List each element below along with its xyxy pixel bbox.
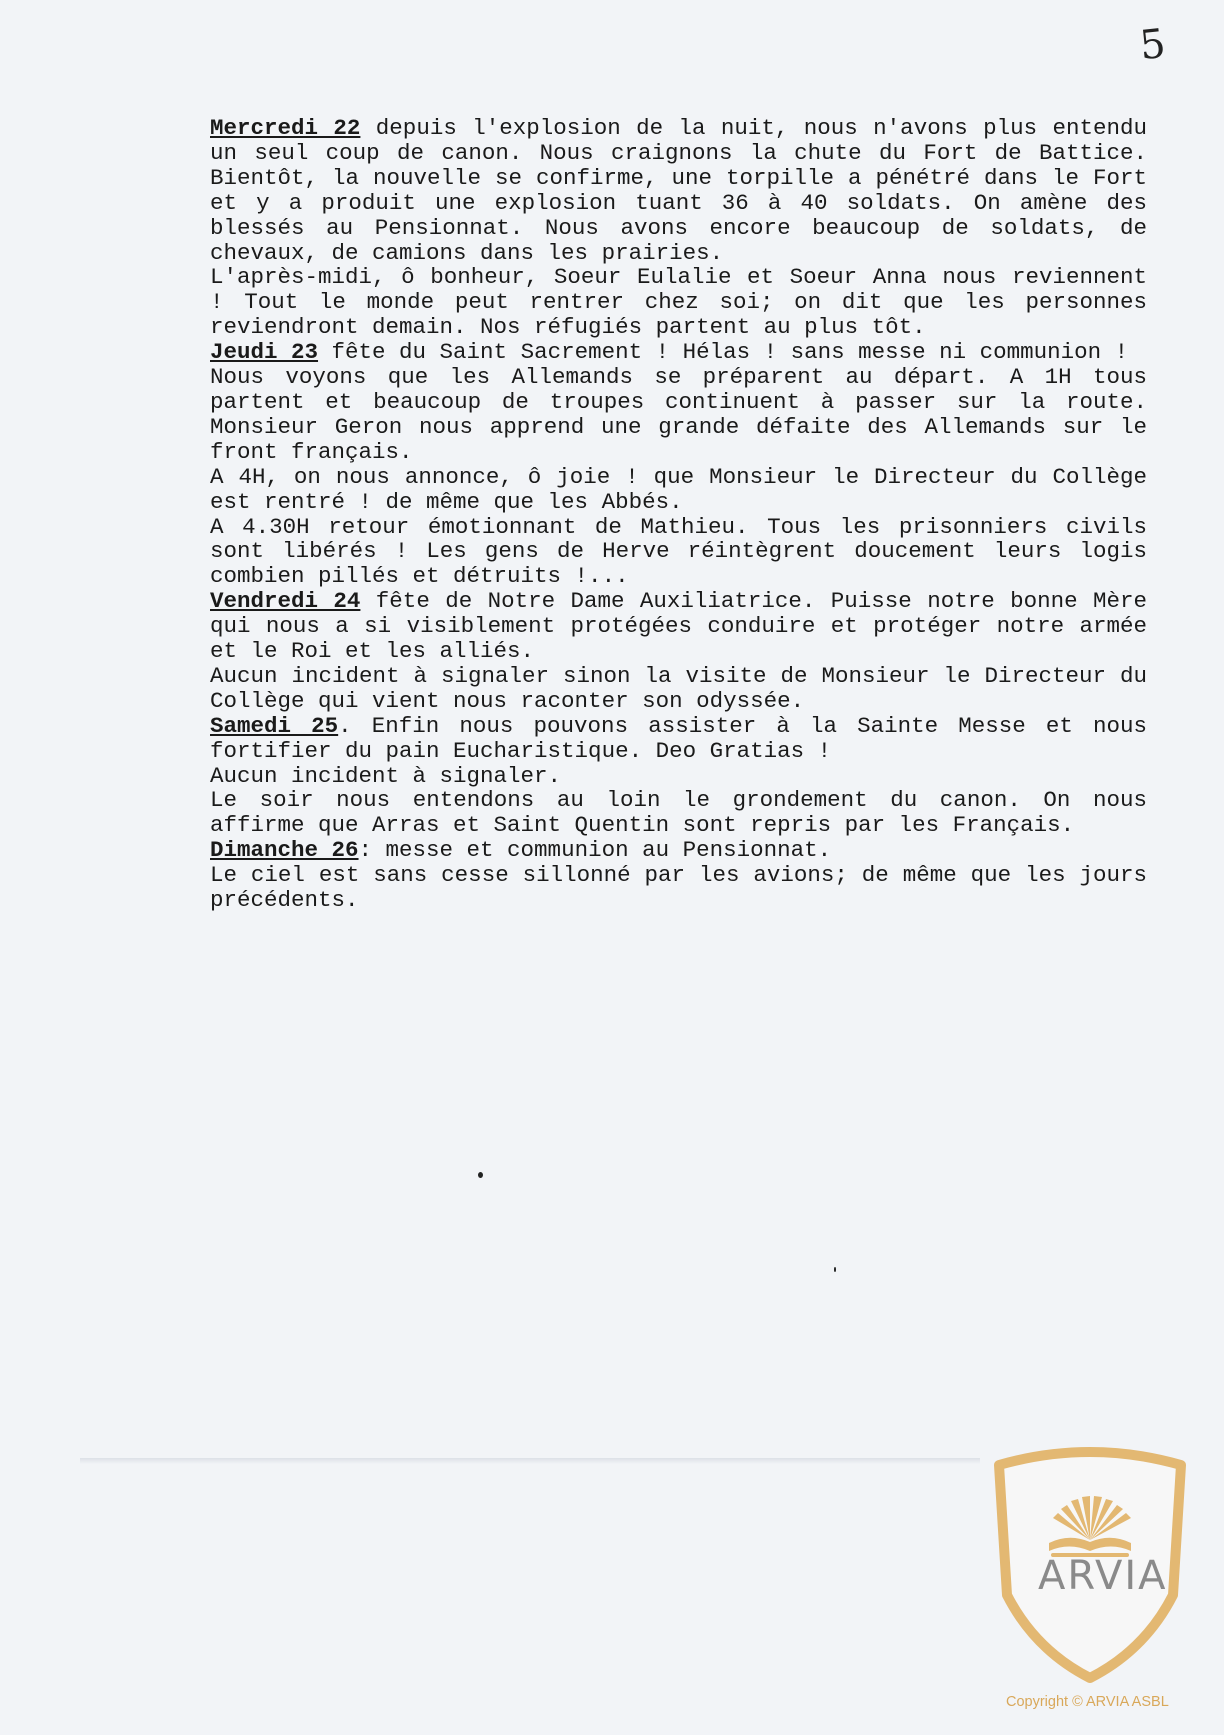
diary-paragraph bbox=[210, 838, 1147, 863]
entry-text: : messe et communion au Pensionnat. bbox=[358, 837, 832, 864]
entry-text: fête du Saint Sacrement ! Hélas ! sans messe ni communion ! bbox=[318, 339, 1129, 366]
copyright-notice: Copyright © ARVIA ASBL bbox=[1006, 1694, 1169, 1710]
diary-paragraph bbox=[210, 515, 1147, 590]
entry-text: Aucun incident à signaler sinon la visite de Monsieur le Directeur du Collège qui vient nous raconter son odyssée. bbox=[210, 662, 1147, 714]
entry-text: Aucun incident à signaler. bbox=[210, 762, 562, 789]
entry-text: Le soir nous entendons au loin le grondement du canon. On nous affirme que Arras et Saint Quentin sont repris par les Français. bbox=[210, 787, 1147, 839]
day-label: Dimanche 26 bbox=[210, 837, 359, 864]
entry-text: L'après-midi, ô bonheur, Soeur Eulalie et Soeur Anna nous reviennent ! Tout le monde peut rentrer chez soi; on dit que les personnes reviendront demain. Nos réfugiés partent au plus tôt. bbox=[210, 264, 1147, 341]
diary-paragraph bbox=[210, 265, 1147, 340]
entry-text: A 4H, on nous annonce, ô joie ! que Monsieur le Directeur du Collège est rentré ! de même que les Abbés. bbox=[210, 463, 1147, 515]
diary-paragraph bbox=[210, 465, 1147, 515]
day-label: Vendredi 24 bbox=[210, 588, 361, 615]
diary-paragraph bbox=[210, 764, 1147, 789]
diary-paragraph bbox=[210, 788, 1147, 838]
diary-paragraph bbox=[210, 664, 1147, 714]
logo-wordmark: ARVIA bbox=[1038, 1553, 1168, 1599]
diary-text bbox=[210, 116, 1147, 913]
entry-text: Nous voyons que les Allemands se préparent au départ. A 1H tous partent et beaucoup de troupes continuent à passer sur la route. Monsieur Geron nous apprend une grande défaite des Allemands sur le front français. bbox=[210, 364, 1147, 465]
diary-paragraph bbox=[210, 365, 1147, 465]
entry-text: fête de Notre Dame Auxiliatrice. Puisse notre bonne Mère qui nous a si visiblement protégées conduire et protéger notre armée et le Roi et les alliés. bbox=[210, 588, 1147, 665]
entry-text: . Enfin nous pouvons assister à la Sainte Messe et nous fortifier du pain Eucharistique. Deo Gratias ! bbox=[210, 712, 1147, 764]
day-label: Mercredi 22 bbox=[210, 115, 361, 141]
entry-text: depuis l'explosion de la nuit, nous n'avons plus entendu un seul coup de canon. Nous craignons la chute du Fort de Battice. Bientôt, la nouvelle se confirme, une torpille a pénétré dans le Fort et y a produit une explosion tuant 36 à 40 soldats. On amène des blessés au Pensionnat. Nous avons encore beaucoup de soldats, de chevaux, de camions dans les prairies. bbox=[210, 115, 1147, 266]
page-number: 5 bbox=[1137, 20, 1168, 70]
diary-paragraph bbox=[210, 863, 1147, 913]
day-label: Samedi 25 bbox=[210, 712, 339, 739]
entry-text: Le ciel est sans cesse sillonné par les avions; de même que les jours précédents. bbox=[210, 862, 1147, 914]
diary-paragraph bbox=[210, 589, 1147, 664]
day-label: Jeudi 23 bbox=[210, 339, 319, 366]
entry-text: A 4.30H retour émotionnant de Mathieu. Tous les prisonniers civils sont libérés ! Les gens de Herve réintègrent doucement leurs logis combien pillés et détruits !... bbox=[210, 513, 1147, 590]
scan-edge-shadow bbox=[80, 1458, 980, 1464]
diary-paragraph bbox=[210, 340, 1147, 365]
diary-paragraph bbox=[210, 116, 1147, 265]
diary-paragraph bbox=[210, 714, 1147, 764]
ink-speck bbox=[478, 1172, 483, 1178]
ink-speck bbox=[834, 1267, 836, 1272]
